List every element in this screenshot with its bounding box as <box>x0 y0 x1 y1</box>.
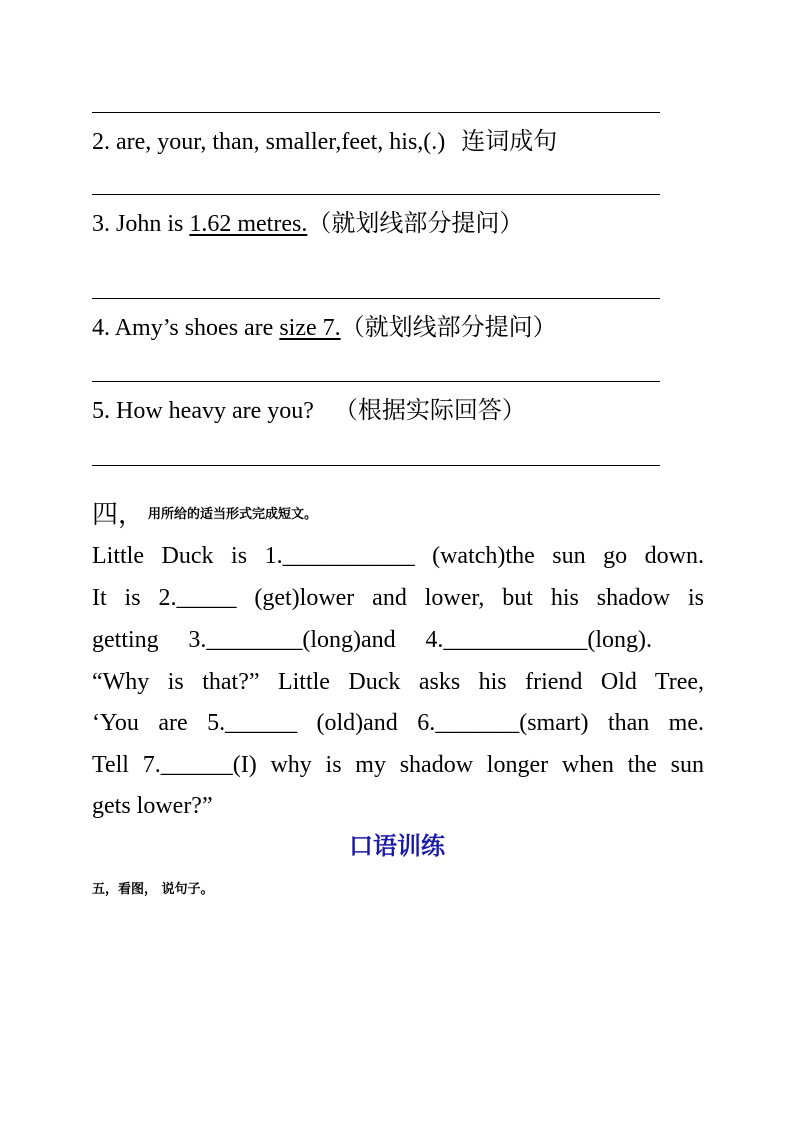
underlined-phrase: 1.62 metres. <box>189 211 308 237</box>
question-text: are, your, than, smaller,feet, his,(.) <box>116 129 446 155</box>
question-number: 2. <box>92 129 110 155</box>
passage-line: gets lower?” <box>92 793 213 819</box>
passage-line: It is 2._____ (get)lower and lower, but his shadow is <box>92 585 704 611</box>
question-3 <box>92 208 523 239</box>
section-4-heading <box>92 494 317 531</box>
passage-line: “Why is that?” Little Duck asks his friend Old Tree, <box>92 669 704 695</box>
answer-line-3 <box>92 298 660 299</box>
passage-line: getting 3.________(long)and 4.____________(long). <box>92 627 652 653</box>
question-note: 连词成句 <box>461 127 558 155</box>
question-text: Amy’s shoes are <box>114 315 274 341</box>
answer-line-2 <box>92 194 660 195</box>
question-text: John is <box>116 211 184 237</box>
underlined-phrase: size 7. <box>279 315 341 341</box>
passage-line: Tell 7.______(I) why is my shadow longer when the sun <box>92 752 704 778</box>
question-4 <box>92 312 557 343</box>
question-2 <box>92 126 557 157</box>
question-note: （根据实际回答） <box>333 396 526 424</box>
question-number: 5. <box>92 398 110 424</box>
question-number: 3. <box>92 211 110 237</box>
question-text: How heavy are you? <box>116 398 314 424</box>
oral-training-title: 口语训练 <box>349 832 445 860</box>
section-instruction: 用所给的适当形式完成短文。 <box>148 507 318 522</box>
passage-line: Little Duck is 1.___________ (watch)the sun go down. <box>92 543 704 569</box>
question-note: （就划线部分提问） <box>307 209 524 237</box>
answer-line-1 <box>92 112 660 113</box>
answer-line-5 <box>92 465 660 466</box>
answer-line-4 <box>92 381 660 382</box>
passage-line: ‘You are 5.______ (old)and 6._______(smart) than me. <box>92 710 704 736</box>
section-5-heading: 五，看图， 说句子。 <box>92 882 214 897</box>
question-note: （就划线部分提问） <box>340 313 557 341</box>
question-number: 4. <box>92 315 110 341</box>
section-number: 四， <box>92 500 145 530</box>
question-5 <box>92 395 526 426</box>
